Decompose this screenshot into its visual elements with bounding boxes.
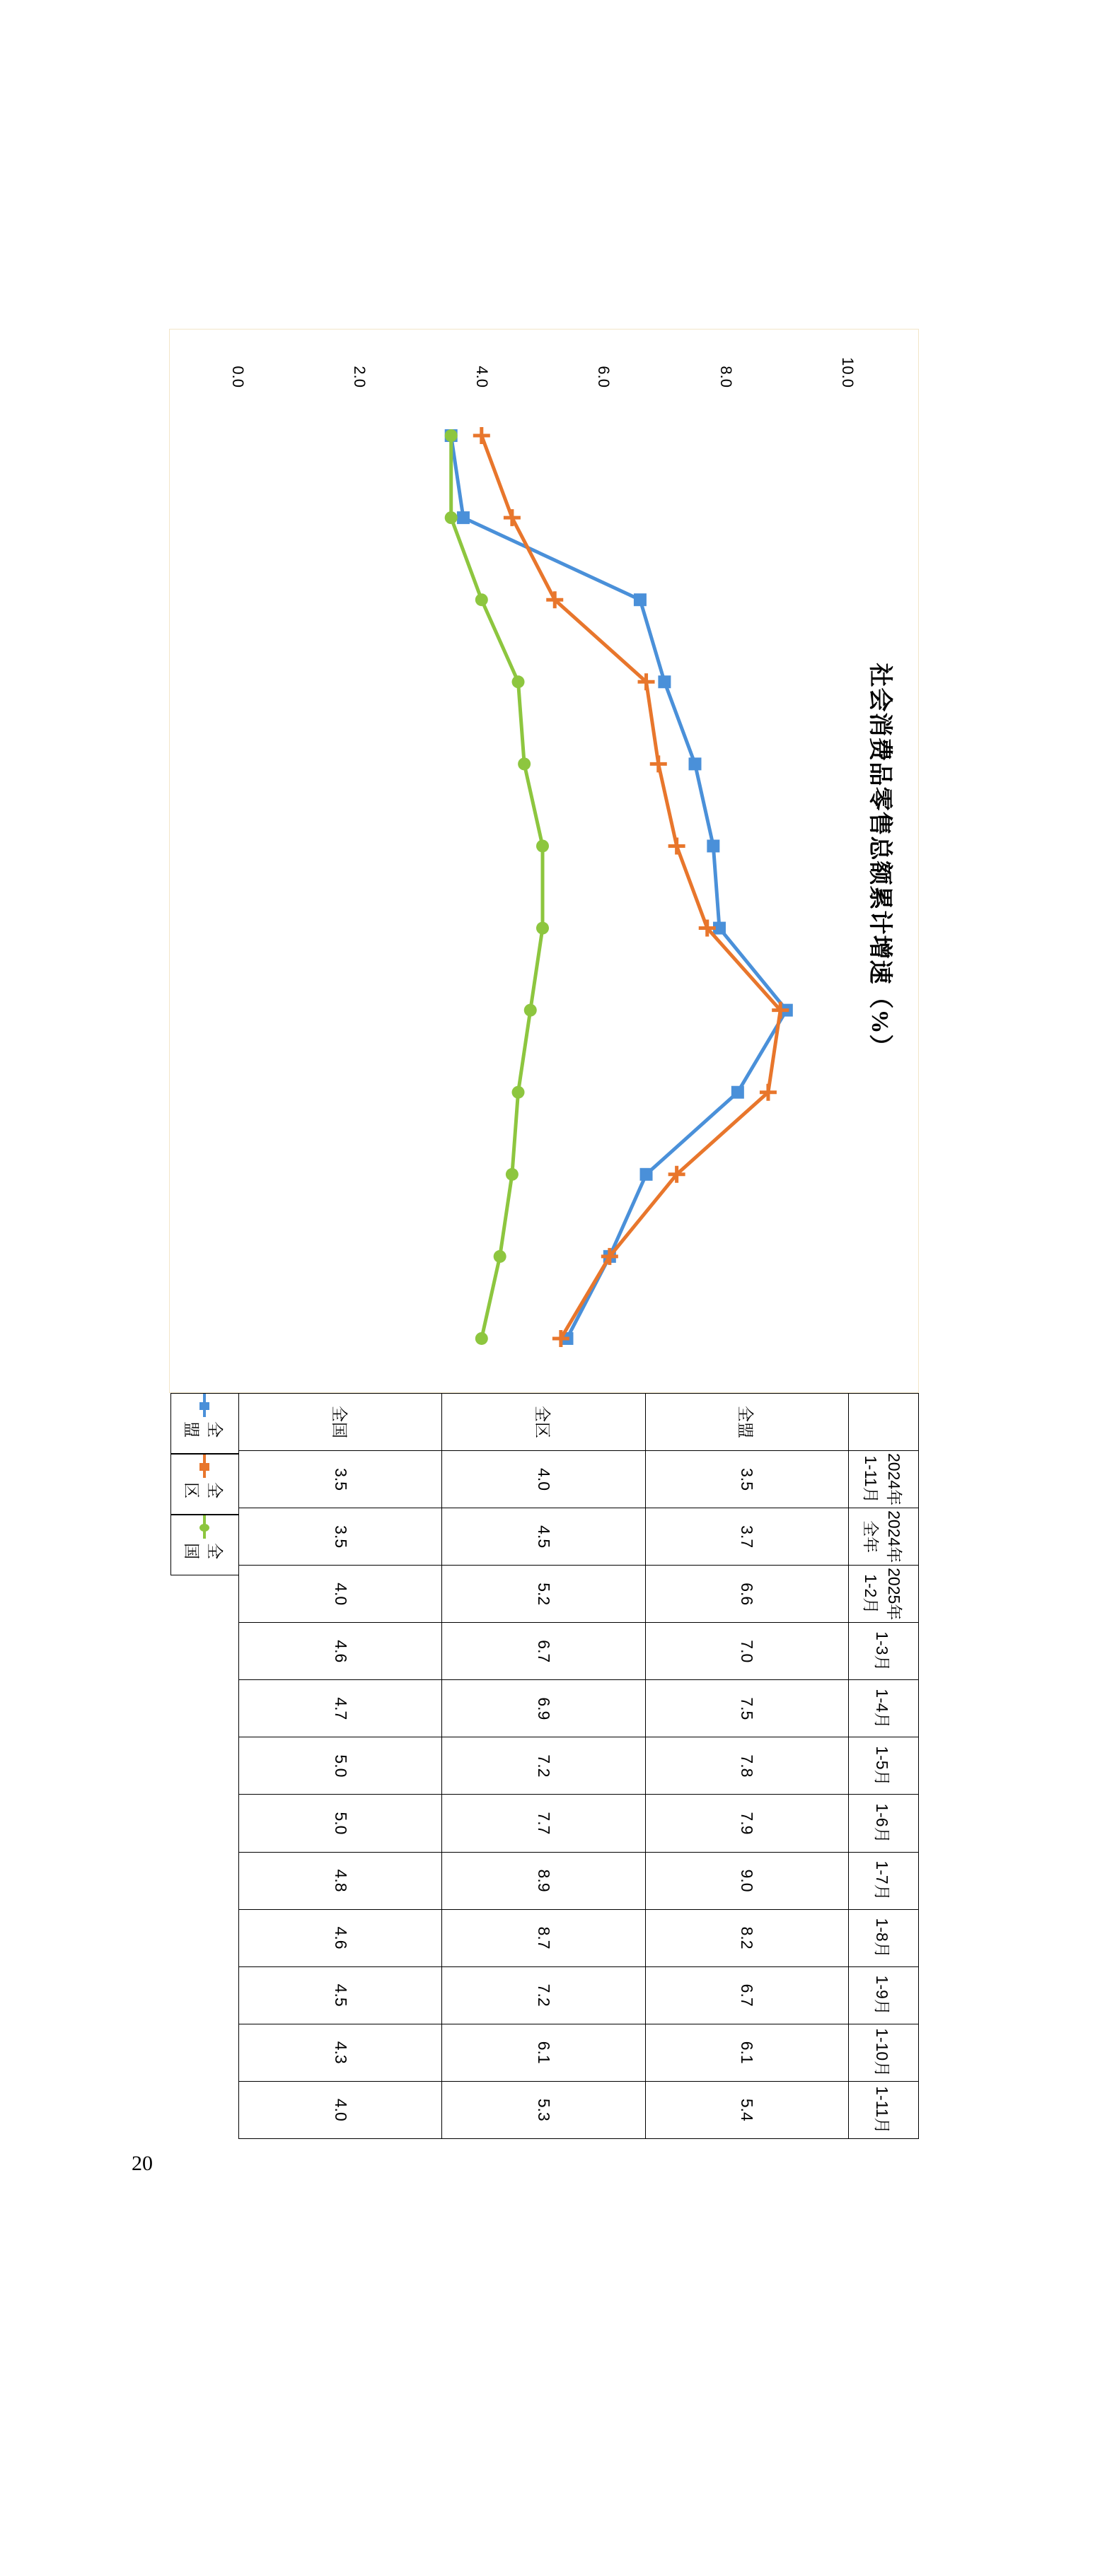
table-cell: 7.5 bbox=[645, 1680, 848, 1737]
table-cell: 7.2 bbox=[442, 1737, 645, 1795]
series-marker-全国 bbox=[475, 1332, 488, 1345]
series-marker-全盟 bbox=[640, 1168, 653, 1181]
legend-marker-icon bbox=[204, 1455, 207, 1478]
table-cell: 3.5 bbox=[239, 1451, 442, 1508]
table-column-header: 1-7月 bbox=[849, 1852, 919, 1909]
plot-area bbox=[238, 395, 847, 1380]
series-marker-全盟 bbox=[689, 757, 702, 770]
y-axis-tick: 10.0 bbox=[839, 357, 857, 387]
table-cell: 6.1 bbox=[442, 2024, 645, 2081]
table-cell: 7.7 bbox=[442, 1795, 645, 1852]
table-cell: 4.0 bbox=[239, 1566, 442, 1623]
legend-label: 全国 bbox=[183, 1543, 225, 1560]
table-cell: 5.0 bbox=[239, 1737, 442, 1795]
table-cell: 5.3 bbox=[442, 2081, 645, 2138]
series-marker-全国 bbox=[518, 757, 531, 770]
series-marker-全区 bbox=[473, 427, 490, 444]
table-cell: 8.7 bbox=[442, 1909, 645, 1966]
table-cell: 6.9 bbox=[442, 1680, 645, 1737]
table-row-label: 全区 bbox=[442, 1394, 645, 1451]
series-marker-全国 bbox=[536, 922, 549, 935]
table-header-row bbox=[849, 1394, 919, 2139]
series-marker-全区 bbox=[668, 837, 685, 854]
series-line-全国 bbox=[451, 436, 543, 1339]
series-marker-全盟 bbox=[731, 1086, 744, 1099]
table-column-header: 1-6月 bbox=[849, 1795, 919, 1852]
table-column-header: 2024年全年 bbox=[849, 1508, 919, 1566]
y-axis-tick: 4.0 bbox=[473, 366, 491, 387]
table-cell: 7.9 bbox=[645, 1795, 848, 1852]
table-column-header: 1-4月 bbox=[849, 1680, 919, 1737]
table-cell: 6.7 bbox=[442, 1623, 645, 1680]
series-line-全区 bbox=[482, 436, 780, 1339]
chart-plot-panel bbox=[169, 329, 919, 1393]
table-row bbox=[442, 1394, 645, 2139]
table-column-header: 1-5月 bbox=[849, 1737, 919, 1795]
chart-svg bbox=[238, 395, 847, 1380]
chart-figure bbox=[169, 329, 919, 2139]
chart-legend bbox=[170, 1393, 238, 2139]
table-cell: 6.1 bbox=[645, 2024, 848, 2081]
series-marker-全国 bbox=[506, 1168, 519, 1181]
table-cell: 4.7 bbox=[239, 1680, 442, 1737]
table-column-header: 1-11月 bbox=[849, 2081, 919, 2138]
table-cell: 4.5 bbox=[442, 1508, 645, 1566]
table-column-header: 1-8月 bbox=[849, 1909, 919, 1966]
table-column-header: 1-9月 bbox=[849, 1966, 919, 2024]
table-cell: 4.8 bbox=[239, 1852, 442, 1909]
table-row bbox=[645, 1394, 848, 2139]
series-marker-全国 bbox=[512, 675, 525, 688]
series-marker-全国 bbox=[536, 839, 549, 852]
table-row-label: 全国 bbox=[239, 1394, 442, 1451]
legend-item-全国[interactable] bbox=[170, 1515, 238, 1575]
y-axis-tick: 6.0 bbox=[595, 366, 613, 387]
table-cell: 5.0 bbox=[239, 1795, 442, 1852]
legend-label: 全区 bbox=[183, 1482, 225, 1499]
series-marker-全国 bbox=[445, 429, 458, 442]
series-marker-全国 bbox=[475, 593, 488, 606]
legend-marker-icon bbox=[204, 1515, 207, 1539]
series-line-全盟 bbox=[451, 436, 787, 1339]
page-number: 20 bbox=[132, 2152, 153, 2175]
table-cell: 9.0 bbox=[645, 1852, 848, 1909]
table-row-label: 全盟 bbox=[645, 1394, 848, 1451]
series-marker-全区 bbox=[650, 755, 667, 772]
series-marker-全盟 bbox=[658, 675, 671, 688]
series-marker-全国 bbox=[494, 1250, 506, 1263]
table-row bbox=[239, 1394, 442, 2139]
table-column-header: 2024年1-11月 bbox=[849, 1451, 919, 1508]
legend-spacer bbox=[170, 1575, 238, 2139]
legend-item-全盟[interactable] bbox=[170, 1393, 238, 1454]
series-marker-全国 bbox=[524, 1004, 537, 1017]
legend-marker-icon bbox=[204, 1394, 207, 1417]
legend-label: 全盟 bbox=[183, 1421, 225, 1438]
series-marker-全国 bbox=[512, 1086, 525, 1099]
table-corner-cell bbox=[849, 1394, 919, 1451]
table-column-header: 2025年1-2月 bbox=[849, 1566, 919, 1623]
series-marker-全盟 bbox=[457, 511, 470, 524]
table-cell: 4.3 bbox=[239, 2024, 442, 2081]
table-cell: 4.0 bbox=[442, 1451, 645, 1508]
table-cell: 8.9 bbox=[442, 1852, 645, 1909]
table-cell: 5.4 bbox=[645, 2081, 848, 2138]
table-cell: 6.6 bbox=[645, 1566, 848, 1623]
table-cell: 7.2 bbox=[442, 1966, 645, 2024]
table-column-header: 1-3月 bbox=[849, 1623, 919, 1680]
table-cell: 4.6 bbox=[239, 1909, 442, 1966]
y-axis-tick-labels bbox=[229, 337, 857, 392]
series-marker-全盟 bbox=[707, 839, 719, 852]
y-axis-tick: 8.0 bbox=[717, 366, 735, 387]
table-cell: 7.0 bbox=[645, 1623, 848, 1680]
table-cell: 4.0 bbox=[239, 2081, 442, 2138]
series-marker-全区 bbox=[504, 509, 521, 526]
table-cell: 5.2 bbox=[442, 1566, 645, 1623]
table-cell: 8.2 bbox=[645, 1909, 848, 1966]
table-cell: 7.8 bbox=[645, 1737, 848, 1795]
chart-data-table-panel bbox=[169, 1393, 919, 2139]
chart-title: 社会消费品零售总额累计增速（%） bbox=[867, 663, 893, 1059]
table-cell: 3.5 bbox=[239, 1508, 442, 1566]
data-table bbox=[238, 1393, 919, 2139]
table-cell: 4.6 bbox=[239, 1623, 442, 1680]
table-column-header: 1-10月 bbox=[849, 2024, 919, 2081]
y-axis-tick: 0.0 bbox=[229, 366, 247, 387]
table-cell: 4.5 bbox=[239, 1966, 442, 2024]
y-axis-tick: 2.0 bbox=[351, 366, 369, 387]
table-cell: 3.7 bbox=[645, 1508, 848, 1566]
table-cell: 6.7 bbox=[645, 1966, 848, 2024]
table-cell: 3.5 bbox=[645, 1451, 848, 1508]
legend-item-全区[interactable] bbox=[170, 1454, 238, 1515]
series-marker-全国 bbox=[445, 511, 458, 524]
series-marker-全盟 bbox=[634, 593, 647, 606]
